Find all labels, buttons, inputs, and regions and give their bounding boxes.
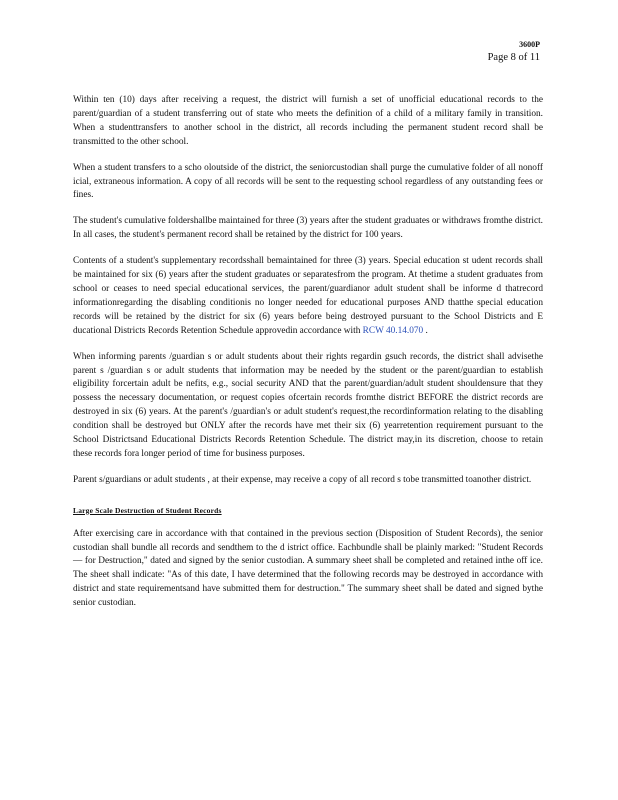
rcw-suffix: .: [425, 325, 428, 336]
paragraph-out-of-district-transfer: When a student transfers to a scho oloutside of the district, the seniorcustodian shall purge the cumulative folder of all nonoff icial, extraneous information. A copy of all records will be sent to the requesting school regardless of any outstanding fees or fines.: [73, 162, 543, 201]
paragraph-informing-parents: When informing parents /guardian s or adult students about their rights regardin gsuch records, the district shall advisethe parent s /guardian s or adult students that information may be needed by the student or the parent/guardian to establish eligibility forcertain adult be nefits, e.g., social security AND that the parent/guardian/adult student shouldensure that they possess the necessary documentation, or request copies ofcertain records fromthe district BEFORE the district records are destroyed in six (6) years. At the parent's /guardian's or adult student's request,the recordinformation relating to the disabling condition shall be destroyed but ONLY after the records have met their six (6) yearretention requirement pursuant to the School Districtsand Educational Districts Records Retention Schedule. The district may,in its discretion, choose to retain these records fora longer period of time for business purposes.: [73, 351, 543, 459]
paragraph-supplementary-records: [73, 255, 543, 338]
paragraph-military-transfer: Within ten (10) days after receiving a request, the district will furnish a set of unofficial educational records to the parent/guardian of a student transferring out of state who meets the definition of a child of a military family in transition. When a studenttransfers to another school in the district, all records including the permanent student record shall be transmitted to the other school.: [73, 95, 543, 147]
paragraph-copy-at-expense: Parent s/guardians or adult students , at their expense, may receive a copy of all record s tobe transmitted toanother district.: [73, 474, 532, 485]
supplementary-records-text: Contents of a student's supplementary recordsshall bemaintained for three (3) years. Special education st udent records shall be maintained for six (6) years after the student graduates or separatesfrom the program. At thetime a student graduates from school or ceases to need special educational services, the parent/guardianor adult student shall be informe d thatrecord informationregarding the disabling conditionis no longer needed for educational purposes AND thatthe special education records will be retained by the district for six (6) years before being destroyed pursuant to the School Districts and E ducational Districts Records Retention Schedule approvedin accordance with: [73, 256, 543, 336]
page-number: Page 8 of 11: [487, 52, 540, 63]
policy-code: 3600P: [519, 40, 540, 49]
rcw-link[interactable]: RCW 40.14.070: [362, 325, 424, 336]
document-body: [73, 94, 543, 623]
paragraph-cumulative-folder: The student's cumulative foldershallbe maintained for three (3) years after the student graduates or withdraws fromthe district. In all cases, the student's permanent record shall be retained by the district for 100 years.: [73, 216, 543, 241]
section-heading-large-scale-destruction: Large Scale Destruction of Student Records: [73, 505, 222, 515]
paragraph-destruction-procedure: After exercising care in accordance with that contained in the previous section (Disposition of Student Records), the senior custodian shall bundle all records and sendthem to the d istrict office. Eachbundle shall be plainly marked: "Student Records— for Destruction," dated and signed by the senior custodian. A summary sheet shall be completed and retained inthe off ice. The sheet shall indicate: "As of this date, I have determined that the following records may be destroyed in accordance with district and state requirementsand have submitted them for destruction." The summary sheet shall be dated and signed bythe senior custodian.: [73, 528, 543, 609]
